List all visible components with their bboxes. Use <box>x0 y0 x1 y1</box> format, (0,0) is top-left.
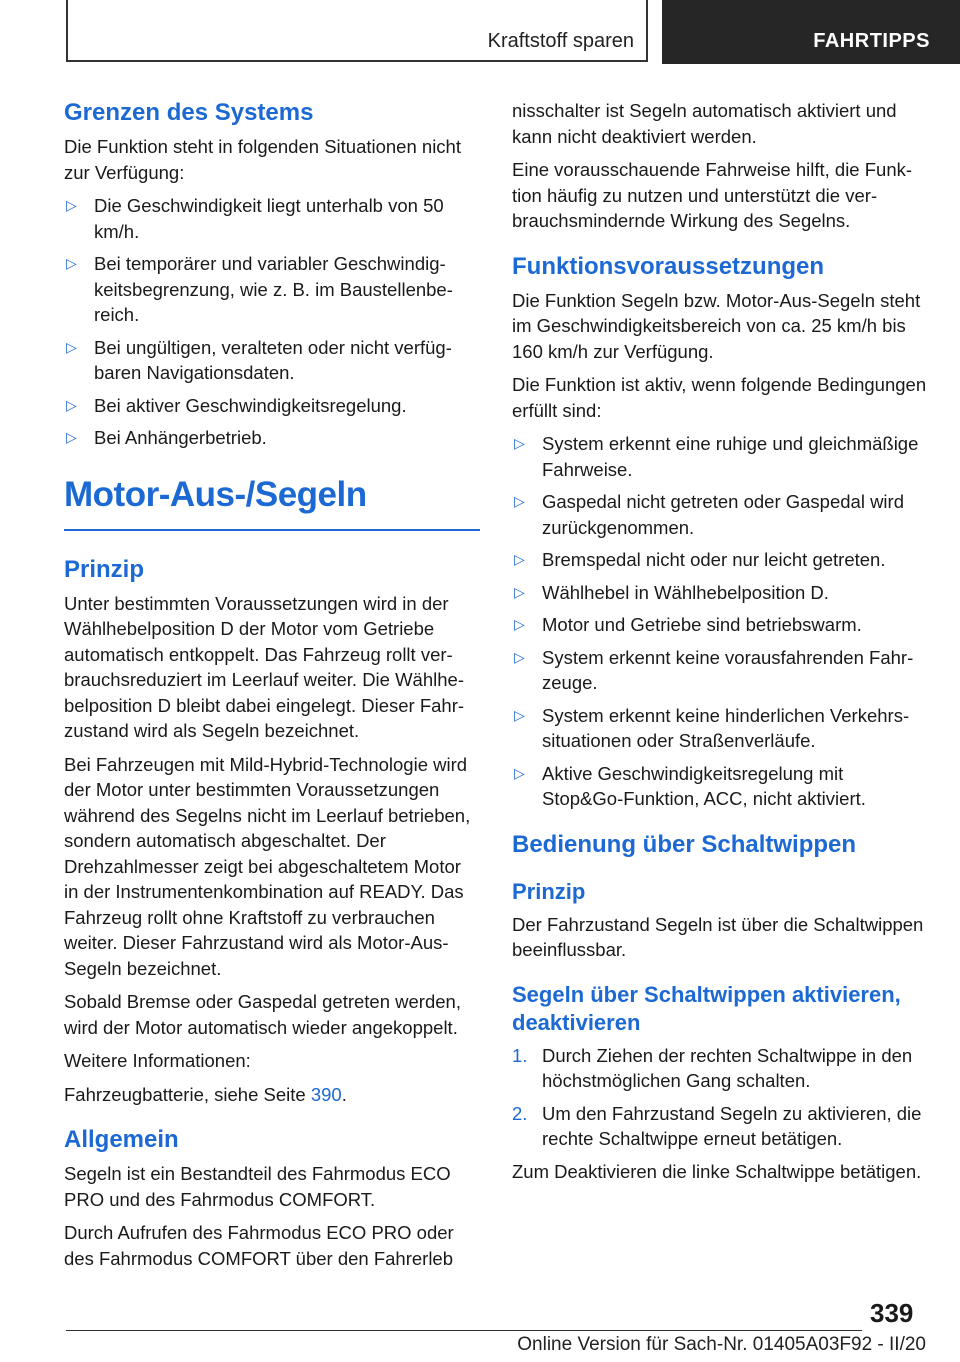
requirements-paragraph-2: Die Funktion ist aktiv, wenn folgende Bedingungen erfüllt sind: <box>512 374 927 421</box>
triangle-right-outline-icon: ▷ <box>66 255 77 271</box>
more-info-label: Weitere Informationen: <box>64 1050 251 1071</box>
paddle-principle-heading: Prinzip <box>512 878 586 904</box>
general-heading: Allgemein <box>64 1126 179 1153</box>
limits-intro: Die Funktion steht in folgenden Situationen nicht zur Verfügung: <box>64 136 461 183</box>
requirements-heading: Funktionsvoraussetzungen <box>512 252 825 280</box>
battery-reference: Fahrzeugbatterie, siehe Seite 390. <box>64 1083 347 1105</box>
continued-paragraph-2: Eine vorausschauende Fahrweise hilft, die Funktion häufig zu nutzen und unterstützt die verbrauchsmindernde Wirkung des Segelns. <box>512 159 913 231</box>
page-reference-link[interactable]: 390 <box>310 1083 342 1105</box>
principle-paragraph-3: Sobald Bremse oder Gaspedal getreten werden, wird der Motor automatisch wieder angekoppelt. <box>64 991 461 1038</box>
principle-heading: Prinzip <box>64 555 145 583</box>
paddle-heading: Bedienung über Schaltwippen <box>512 830 857 858</box>
triangle-right-outline-icon: ▷ <box>514 764 525 781</box>
paddle-principle-paragraph: Der Fahrzustand Segeln ist über die Schaltwippen beeinflussbar. <box>512 913 924 960</box>
header-chapter-tab <box>662 0 960 64</box>
triangle-right-outline-icon: ▷ <box>514 493 525 509</box>
header-section-box <box>66 0 648 62</box>
general-paragraph-2: Durch Aufrufen des Fahrmodus ECO PRO oder des Fahrmodus COMFORT über den Fahrerleb <box>64 1222 454 1269</box>
list-item: ▷ Bremspedal nicht oder nur leicht getreten. <box>512 547 928 573</box>
main-section-title: Motor-Aus-/Segeln <box>64 474 367 514</box>
steps-list <box>512 1043 928 1152</box>
list-item: ▷ Bei ungültigen, veralteten oder nicht verfügbaren Navigationsdaten. <box>66 336 452 383</box>
triangle-right-outline-icon: ▷ <box>66 429 77 445</box>
list-item: ▷ Gaspedal nicht getreten oder Gaspedal wird zurückgenommen. <box>514 491 904 538</box>
list-item: ▷ Bei aktiver Geschwindigkeitsregelung. <box>64 393 480 419</box>
toggle-heading: Segeln über Schaltwippen aktivieren, deaktivieren <box>512 981 901 1035</box>
list-item: ▷ Motor und Getriebe sind betriebswarm. <box>512 612 928 638</box>
header-chapter-title: FAHRTIPPS <box>813 30 930 52</box>
triangle-right-outline-icon: ▷ <box>66 197 77 213</box>
list-item: ▷ Die Geschwindigkeit liegt unterhalb von 50 km/h. <box>66 195 444 242</box>
list-item: ▷ Bei Anhängerbetrieb. <box>64 425 480 451</box>
right-column <box>512 98 928 1192</box>
list-item: ▷ System erkennt keine hinderlichen Verkehrssituationen oder Straßenverläufe. <box>514 704 910 751</box>
limits-list <box>64 193 480 451</box>
triangle-right-outline-icon: ▷ <box>514 583 525 600</box>
general-paragraph-1: Segeln ist ein Bestandteil des Fahrmodus ECO PRO und des Fahrmodus COMFORT. <box>64 1163 451 1210</box>
requirements-paragraph-1: Die Funktion Segeln bzw. Motor-Aus-Segeln steht im Geschwindigkeitsbereich von ca. 25 km/h bis 160 km/h zur Verfügung. <box>512 289 921 362</box>
list-item: ▷ Aktive Geschwindigkeitsregelung mit Stop&Go-Funktion, ACC, nicht aktiviert. <box>514 762 866 809</box>
list-item: 1. Durch Ziehen der rechten Schaltwippe in den höchstmöglichen Gang schalten. <box>512 1044 913 1091</box>
title-divider <box>64 529 480 531</box>
step-number: 1. <box>512 1044 528 1066</box>
principle-paragraph-1: Unter bestimmten Voraussetzungen wird in der Wählhebelposition D der Motor vom Getriebe automatisch entkoppelt. Das Fahrzeug rollt verbrauchsreduziert im Leerlauf weiter. Die Wählhebelposition D bleibt dabei eingelegt. Dieser Fahrzustand wird als Segeln bezeichnet. <box>64 592 465 741</box>
limits-heading: Grenzen des Systems <box>64 99 314 126</box>
left-column <box>64 98 480 1279</box>
page-number: 339 <box>870 1298 914 1328</box>
triangle-right-outline-icon: ▷ <box>514 616 525 632</box>
footer-online-version: Online Version für Sach-Nr. 01405A03F92 - II/20 <box>517 1334 926 1355</box>
requirements-list <box>512 431 928 812</box>
triangle-right-outline-icon: ▷ <box>514 648 525 665</box>
continued-paragraph-1: nisschalter ist Segeln automatisch aktiviert und kann nicht deaktiviert werden. <box>512 100 897 147</box>
triangle-right-outline-icon: ▷ <box>66 338 77 355</box>
list-item: ▷ Bei temporärer und variabler Geschwindigkeitsbegrenzung, wie z. B. im Baustellenbereich. <box>66 253 453 325</box>
list-item: ▷ System erkennt eine ruhige und gleichmäßige Fahrweise. <box>514 433 919 480</box>
step-number: 2. <box>512 1102 528 1124</box>
triangle-right-outline-icon: ▷ <box>514 706 525 723</box>
list-item: ▷ Wählhebel in Wählhebelposition D. <box>512 580 928 606</box>
triangle-right-outline-icon: ▷ <box>514 435 525 451</box>
triangle-right-outline-icon: ▷ <box>66 396 77 413</box>
list-item: 2. Um den Fahrzustand Segeln zu aktivieren, die rechte Schaltwippe erneut betätigen. <box>512 1102 922 1149</box>
footer-divider <box>66 1330 862 1331</box>
principle-paragraph-2: Bei Fahrzeugen mit Mild-Hybrid-Technologie wird der Motor unter bestimmten Voraussetzungen während des Segelns nicht im Leerlauf betrieben, sondern automatisch abgeschaltet. Der Drehzahlmesser zeigt bei abgeschaltetem Motor in der Instrumentenkombination auf READY. Das Fahrzeug rollt ohne Kraftstoff zu verbrauchen weiter. Dieser Fahrzustand wird als Motor-Aus-Segeln bezeichnet. <box>64 753 471 979</box>
deactivate-paragraph: Zum Deaktivieren die linke Schaltwippe betätigen. <box>512 1160 922 1182</box>
list-item: ▷ System erkennt keine vorausfahrenden Fahrzeuge. <box>514 646 914 693</box>
header-section-title: Kraftstoff sparen <box>487 30 634 52</box>
triangle-right-outline-icon: ▷ <box>514 551 525 567</box>
